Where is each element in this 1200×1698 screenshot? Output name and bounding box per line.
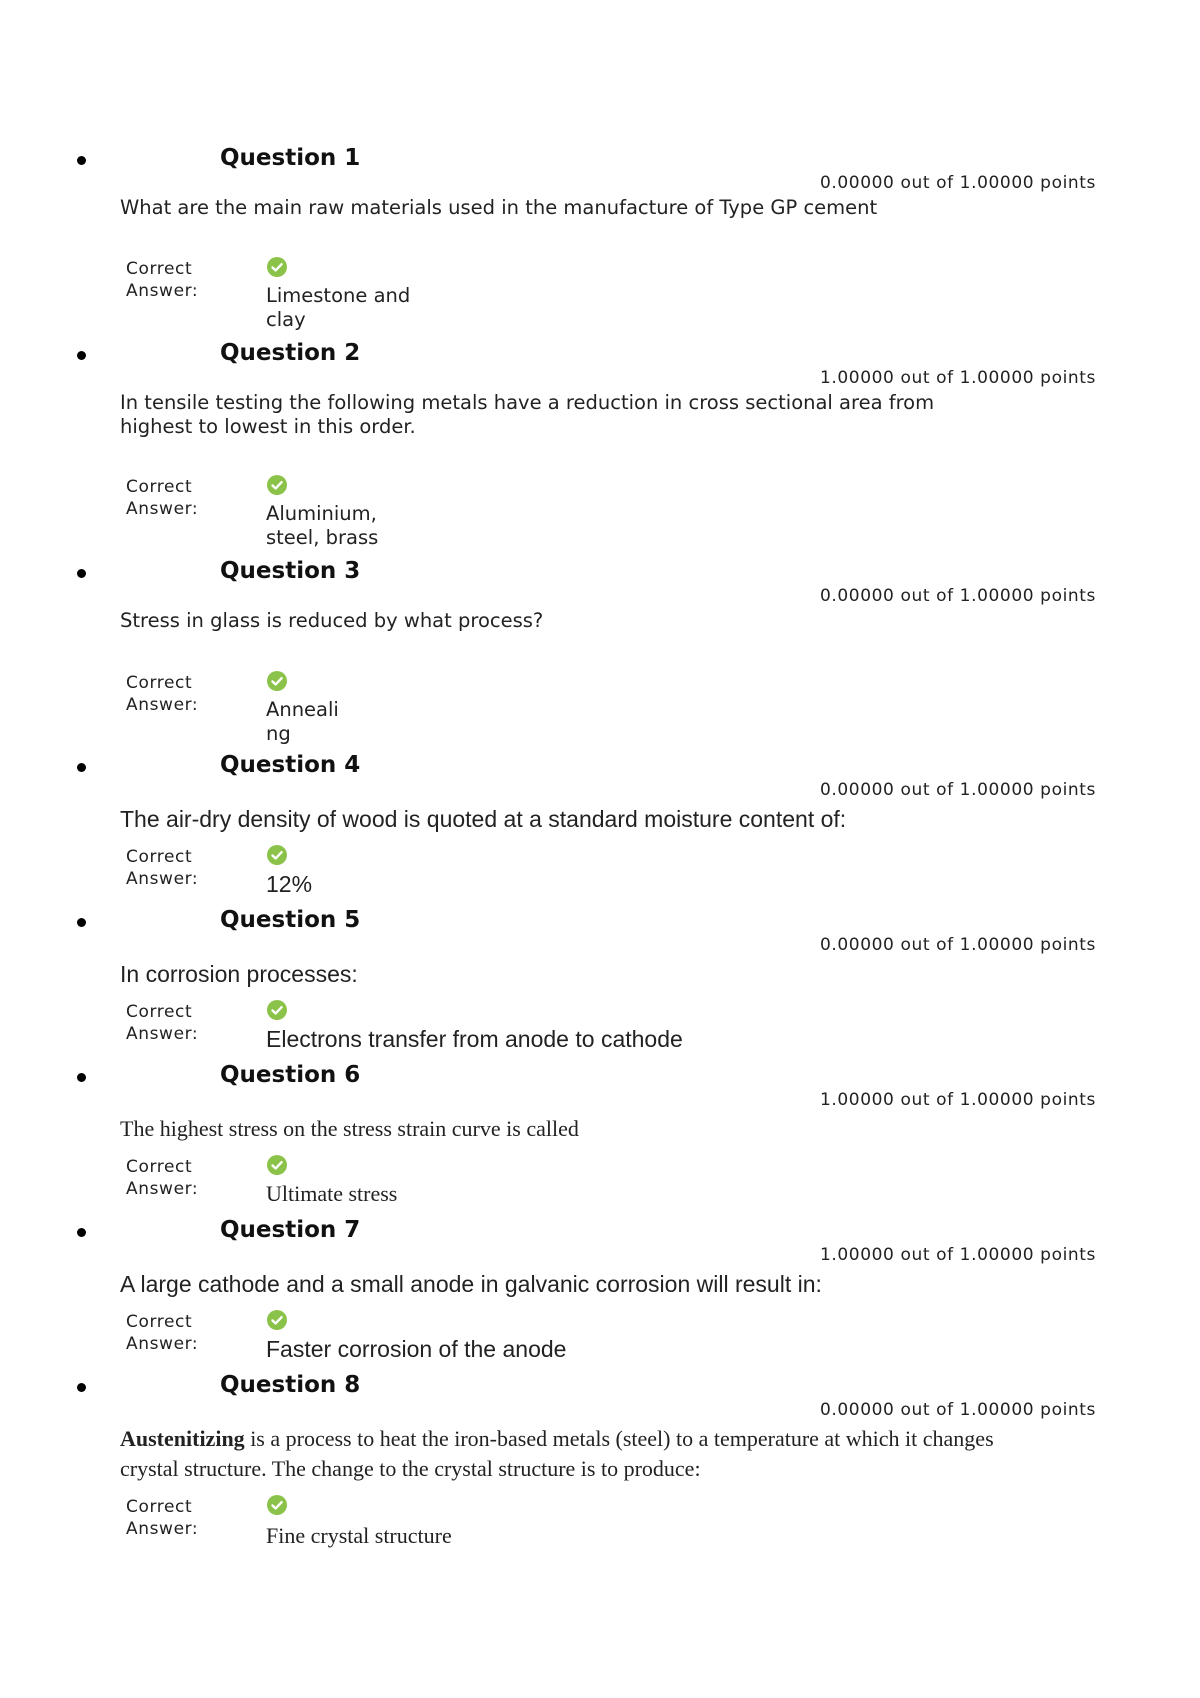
correct-answer-label: Correct Answer: <box>126 847 199 889</box>
question-points: 0.00000 out of 1.00000 points <box>819 1400 1096 1420</box>
list-bullet <box>77 569 86 578</box>
question-text: In corrosion processes: <box>120 961 358 987</box>
question-text: The air-dry density of wood is quoted at a standard moisture content of: <box>120 806 847 832</box>
correct-answer-label: Correct Answer: <box>126 477 199 519</box>
check-circle-icon <box>267 1000 287 1020</box>
question-points: 0.00000 out of 1.00000 points <box>819 935 1096 955</box>
question-points: 1.00000 out of 1.00000 points <box>819 1090 1096 1110</box>
list-bullet <box>77 918 86 927</box>
question-text-rest: is a process to heat the iron-based metals (steel) to a temperature at which it changes crystal structure. The change to the crystal structure is to produce: <box>120 1426 994 1481</box>
correct-answer-text: Aluminium, steel, brass <box>266 502 379 549</box>
list-bullet <box>77 1228 86 1237</box>
question-text: A large cathode and a small anode in galvanic corrosion will result in: <box>120 1271 822 1297</box>
correct-answer-label: Correct Answer: <box>126 1002 199 1044</box>
correct-answer-text: Faster corrosion of the anode <box>266 1336 567 1362</box>
check-circle-icon <box>267 257 287 277</box>
correct-answer-label: Correct Answer: <box>126 1157 199 1199</box>
correct-answer-text: Ultimate stress <box>266 1181 398 1206</box>
list-bullet <box>77 1383 86 1392</box>
correct-answer-text: Fine crystal structure <box>266 1523 452 1548</box>
check-circle-icon <box>267 845 287 865</box>
question-text: In tensile testing the following metals have a reduction in cross sectional area from highest to lowest in this order. <box>120 391 935 438</box>
question-points: 0.00000 out of 1.00000 points <box>819 780 1096 800</box>
question-title: Question 8 <box>220 1372 361 1398</box>
question-text-bold: Austenitizing <box>120 1426 245 1451</box>
correct-answer-label: Correct Answer: <box>126 1497 199 1539</box>
question-title: Question 2 <box>220 340 361 366</box>
correct-answer-text: Limestone and clay <box>266 284 411 331</box>
correct-answer-text: 12% <box>266 871 313 897</box>
list-bullet <box>77 156 86 165</box>
question-points: 1.00000 out of 1.00000 points <box>819 1245 1096 1265</box>
question-text <box>120 1424 1000 1484</box>
question-title: Question 4 <box>220 752 361 778</box>
question-title: Question 7 <box>220 1217 361 1243</box>
question-title: Question 3 <box>220 558 361 584</box>
check-circle-icon <box>267 1495 287 1515</box>
question-title: Question 5 <box>220 907 361 933</box>
list-bullet <box>77 351 86 360</box>
list-bullet <box>77 763 86 772</box>
question-points: 0.00000 out of 1.00000 points <box>819 586 1096 606</box>
question-text: What are the main raw materials used in the manufacture of Type GP cement <box>120 196 878 219</box>
check-circle-icon <box>267 475 287 495</box>
check-circle-icon <box>267 1155 287 1175</box>
question-points: 1.00000 out of 1.00000 points <box>819 368 1096 388</box>
question-points: 0.00000 out of 1.00000 points <box>819 173 1096 193</box>
question-title: Question 1 <box>220 145 361 171</box>
check-circle-icon <box>267 1310 287 1330</box>
correct-answer-label: Correct Answer: <box>126 259 199 301</box>
check-circle-icon <box>267 671 287 691</box>
question-text: The highest stress on the stress strain curve is called <box>120 1116 579 1141</box>
question-text: Stress in glass is reduced by what process? <box>120 609 544 632</box>
question-title: Question 6 <box>220 1062 361 1088</box>
list-bullet <box>77 1073 86 1082</box>
correct-answer-label: Correct Answer: <box>126 673 199 715</box>
correct-answer-text: Electrons transfer from anode to cathode <box>266 1026 683 1052</box>
correct-answer-text: Annealing <box>266 698 339 745</box>
correct-answer-label: Correct Answer: <box>126 1312 199 1354</box>
